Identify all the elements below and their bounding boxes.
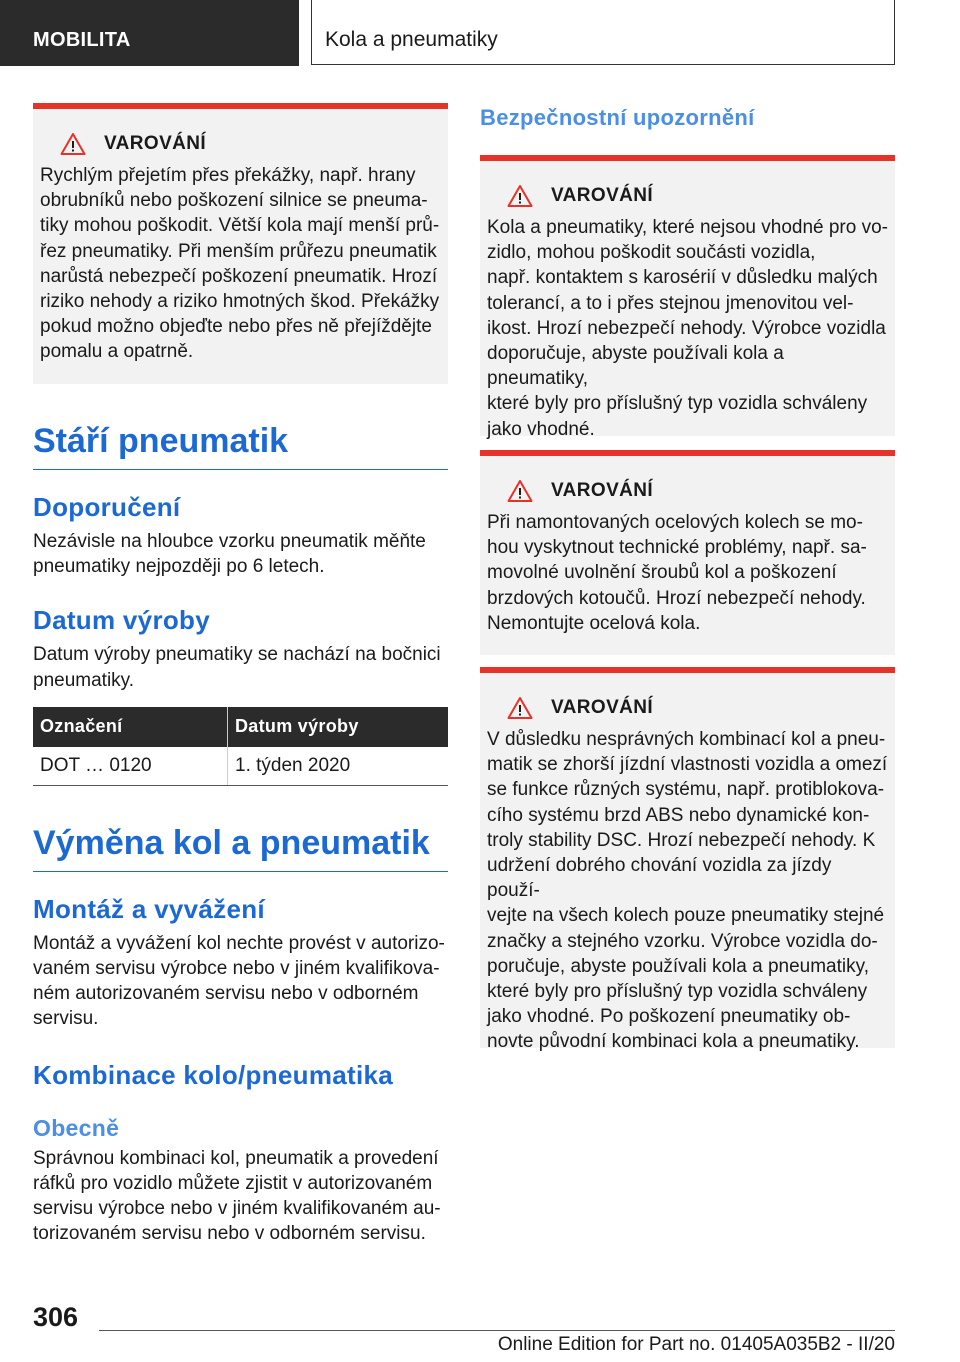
- text-line: které byly pro příslušný typ vozidla schváleny: [487, 393, 868, 415]
- text-line: matik se zhorší jízdní vlastnosti vozidla a omezí: [487, 754, 888, 776]
- text-line: značky a stejného vzorku. Výrobce vozidla do-: [487, 930, 878, 952]
- table-header-cell: Označení: [33, 707, 228, 747]
- warning-box: [33, 103, 448, 384]
- header-chapter-tab: [311, 0, 895, 65]
- text-line: pokud možno objeďte nebo přes ně přejíždějte: [40, 316, 432, 338]
- right-column: [480, 100, 895, 1053]
- combination-text: [33, 1146, 448, 1247]
- text-line: troly stability DSC. Hrozí nebezpečí nehody. K: [487, 829, 876, 851]
- footer-edition: Online Edition for Part no. 01405A035B2 - II/20: [497, 1334, 895, 1355]
- text-line: vejte na všech kolech pouze pneumatiky stejné: [487, 905, 885, 927]
- mounting-text: [33, 931, 448, 1032]
- text-line: Datum výroby pneumatiky se nachází na bočnici: [33, 644, 441, 666]
- text-line: ikost. Hrozí nebezpečí nehody. Výrobce vozidla: [487, 317, 886, 339]
- header-chapter-label: Kola a pneumatiky: [325, 28, 498, 51]
- text-line: brzdových kotoučů. Hrozí nebezpečí nehody.: [487, 587, 866, 609]
- table-header-cell: Datum výroby: [228, 707, 449, 747]
- text-line: se funkce různých systému, např. protiblokova-: [487, 779, 885, 801]
- safety-notes-title: Bezpečnostní upozornění: [480, 105, 755, 130]
- table-cell: DOT … 0120: [33, 747, 228, 786]
- text-line: movolné uvolnění šroubů kol a poškození: [487, 562, 837, 584]
- text-line: udržení dobrého chování vozidla za jízdy použí-: [487, 855, 832, 902]
- footer-divider: [99, 1330, 895, 1331]
- left-column: [33, 103, 448, 1246]
- subsection-title-production-date: Datum výroby: [33, 605, 210, 636]
- warning-header: [487, 693, 888, 723]
- text-line: řez pneumatiky. Při menším průřezu pneumatik: [40, 240, 437, 262]
- warning-text: [487, 510, 888, 636]
- warning-header: [40, 129, 441, 159]
- warning-title: VAROVÁNÍ: [104, 133, 207, 154]
- text-line: Správnou kombinaci kol, pneumatik a provedení: [33, 1147, 439, 1169]
- text-line: pneumatiky nejpozději po 6 letech.: [33, 556, 325, 578]
- text-line: servisu výrobce nebo v jiném kvalifikovaném au-: [33, 1198, 441, 1220]
- warning-box: [480, 450, 895, 655]
- text-line: pneumatiky.: [33, 669, 135, 691]
- text-line: pomalu a opatrně.: [40, 341, 194, 363]
- table-header-row: [33, 707, 448, 747]
- text-line: servisu.: [33, 1008, 99, 1030]
- text-line: Nezávisle na hloubce vzorku pneumatik měňte: [33, 531, 426, 552]
- warning-triangle-icon: [507, 696, 533, 720]
- text-line: Kola a pneumatiky, které nejsou vhodné pro vo-: [487, 217, 888, 238]
- text-line: které byly pro příslušný typ vozidla schváleny: [487, 981, 868, 1003]
- text-line: novte původní kombinaci kola a pneumatiky.: [487, 1031, 860, 1053]
- header-section-tab: [0, 0, 299, 66]
- text-line: narůstá nebezpečí poškození pneumatik. Hrozí: [40, 265, 438, 287]
- text-line: Rychlým přejetím přes překážky, např. hrany: [40, 165, 416, 186]
- table-row: [33, 747, 448, 786]
- text-line: ráfků pro vozidlo můžete zjistit v autorizovaném: [33, 1172, 433, 1194]
- text-line: Nemontujte ocelová kola.: [487, 612, 701, 634]
- text-line: riziko nehody a riziko hmotných škod. Překážky: [40, 291, 440, 313]
- warning-box: [480, 155, 895, 440]
- section-title-wheel-change: Výměna kol a pneumatik: [33, 824, 448, 872]
- subsection-title-combination: Kombinace kolo/pneumatika: [33, 1059, 394, 1090]
- production-date-text: [33, 642, 448, 692]
- warning-title: VAROVÁNÍ: [551, 480, 654, 501]
- text-line: tiky mohou poškodit. Větší kola mají menší prů-: [40, 215, 440, 237]
- text-line: jako vhodné. Po poškození pneumatiky ob-: [487, 1006, 851, 1028]
- header-section-label: MOBILITA: [33, 29, 131, 51]
- recommendation-text: [33, 529, 448, 579]
- subsection-title-mounting: Montáž a vyvážení: [33, 893, 265, 924]
- warning-triangle-icon: [507, 479, 533, 503]
- text-line: cího systému brzd ABS nebo dynamické kon-: [487, 804, 870, 826]
- text-line: jako vhodné.: [487, 418, 595, 440]
- section-title-tire-age: Stáří pneumatik: [33, 422, 448, 470]
- text-line: zidlo, mohou poškodit součásti vozidla,: [487, 242, 816, 264]
- production-date-table: [33, 707, 448, 786]
- warning-box: [480, 667, 895, 1053]
- warning-triangle-icon: [507, 184, 533, 208]
- warning-text: [40, 163, 441, 365]
- warning-triangle-icon: [60, 132, 86, 156]
- text-line: doporučuje, abyste používali kola a pneumatiky,: [487, 343, 784, 390]
- warning-header: [487, 476, 888, 506]
- text-line: např. kontaktem s karosérií v důsledku malých: [487, 267, 878, 289]
- text-line: tolerancí, a to i přes stejnou jmenovitou vel-: [487, 292, 854, 314]
- subsubsection-title-general: Obecně: [33, 1114, 120, 1141]
- warning-title: VAROVÁNÍ: [551, 697, 654, 718]
- text-line: torizovaném servisu nebo v odborném servisu.: [33, 1223, 426, 1245]
- text-line: ném autorizovaném servisu nebo v odborném: [33, 983, 419, 1005]
- text-line: vaném servisu výrobce nebo v jiném kvalifikova-: [33, 958, 440, 980]
- text-line: Montáž a vyvážení kol nechte provést v autorizo-: [33, 932, 445, 954]
- text-line: obrubníků nebo poškození silnice se pneuma-: [40, 190, 428, 212]
- table-cell: 1. týden 2020: [228, 747, 449, 786]
- text-line: Při namontovaných ocelových kolech se mo-: [487, 512, 863, 533]
- text-line: V důsledku nesprávných kombinací kol a pneu-: [487, 729, 886, 750]
- warning-title: VAROVÁNÍ: [551, 185, 654, 206]
- page-number: 306: [33, 1302, 79, 1332]
- warning-text: [487, 215, 888, 442]
- warning-text: [487, 727, 888, 1055]
- warning-header: [487, 181, 888, 211]
- text-line: poručuje, abyste používali kola a pneumatiky,: [487, 955, 869, 977]
- subsection-title-recommendation: Doporučení: [33, 492, 181, 522]
- text-line: hou vyskytnout technické problémy, např. sa-: [487, 537, 867, 559]
